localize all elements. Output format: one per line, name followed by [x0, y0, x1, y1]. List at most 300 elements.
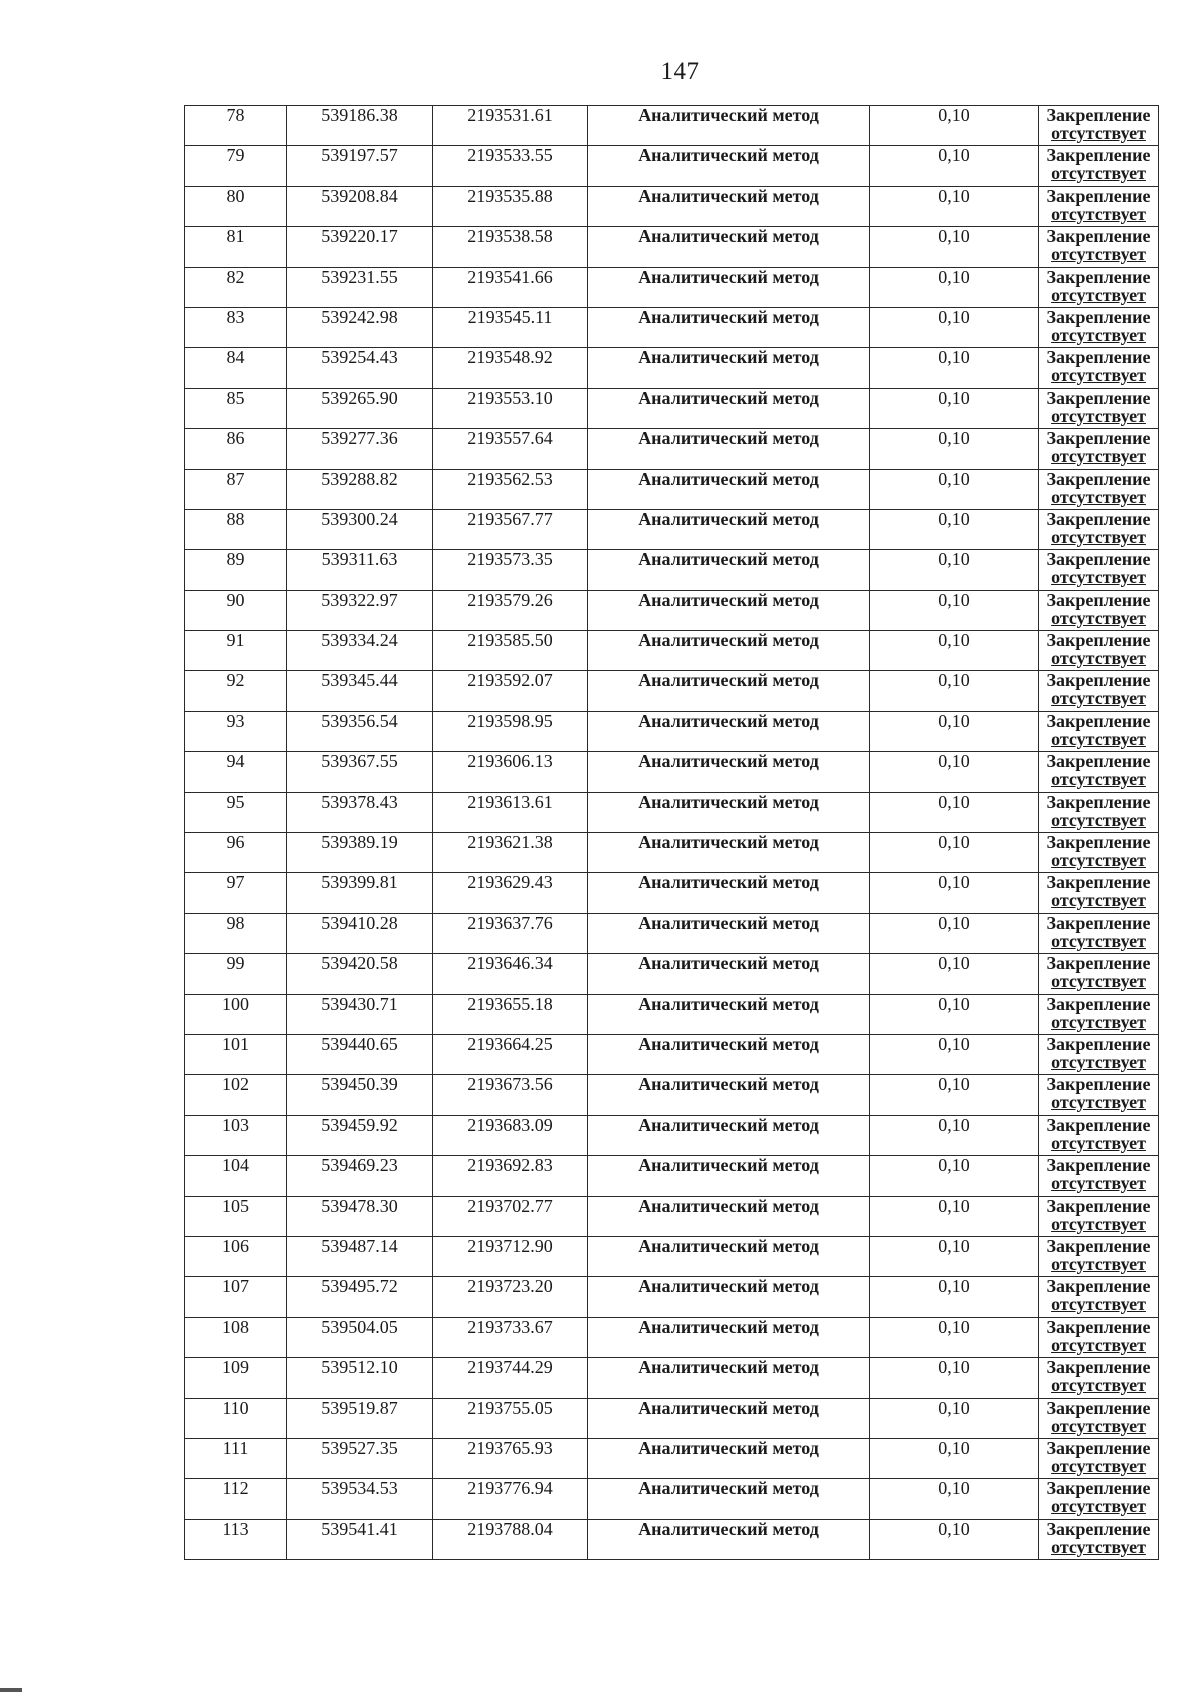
fixation-cell	[1039, 1398, 1159, 1438]
fixation-line-1: Закрепление	[1046, 1074, 1151, 1095]
accuracy-cell: 0,10	[870, 348, 1039, 388]
table-row	[185, 954, 1159, 994]
x-coordinate-cell: 539519.87	[287, 1398, 433, 1438]
method-cell: Аналитический метод	[588, 1519, 870, 1559]
fixation-cell	[1039, 307, 1159, 347]
fixation-line-2: отсутствует	[1051, 1536, 1146, 1557]
table-row	[185, 186, 1159, 226]
table-row	[185, 1479, 1159, 1519]
y-coordinate-cell: 2193598.95	[433, 711, 588, 751]
fixation-line-2: отсутствует	[1051, 324, 1146, 345]
point-number-cell: 112	[185, 1479, 287, 1519]
fixation-line-2: отсутствует	[1051, 607, 1146, 628]
fixation-line-2: отсутствует	[1051, 930, 1146, 951]
x-coordinate-cell: 539459.92	[287, 1115, 433, 1155]
accuracy-cell: 0,10	[870, 429, 1039, 469]
table-row	[185, 1519, 1159, 1559]
table-row	[185, 752, 1159, 792]
fixation-cell	[1039, 509, 1159, 549]
table-row	[185, 1438, 1159, 1478]
accuracy-cell: 0,10	[870, 469, 1039, 509]
fixation-cell	[1039, 994, 1159, 1034]
accuracy-cell: 0,10	[870, 388, 1039, 428]
x-coordinate-cell: 539356.54	[287, 711, 433, 751]
point-number-cell: 105	[185, 1196, 287, 1236]
fixation-line-2: отсутствует	[1051, 203, 1146, 224]
y-coordinate-cell: 2193673.56	[433, 1075, 588, 1115]
method-cell: Аналитический метод	[588, 913, 870, 953]
fixation-line-1: Закрепление	[1046, 226, 1151, 247]
table-row	[185, 307, 1159, 347]
method-cell: Аналитический метод	[588, 590, 870, 630]
x-coordinate-cell: 539311.63	[287, 550, 433, 590]
table-row	[185, 1156, 1159, 1196]
y-coordinate-cell: 2193548.92	[433, 348, 588, 388]
point-number-cell: 95	[185, 792, 287, 832]
table-row	[185, 913, 1159, 953]
x-coordinate-cell: 539527.35	[287, 1438, 433, 1478]
point-number-cell: 107	[185, 1277, 287, 1317]
x-coordinate-cell: 539254.43	[287, 348, 433, 388]
fixation-line-1: Закрепление	[1046, 791, 1151, 812]
x-coordinate-cell: 539478.30	[287, 1196, 433, 1236]
x-coordinate-cell: 539231.55	[287, 267, 433, 307]
fixation-line-1: Закрепление	[1046, 872, 1151, 893]
fixation-line-2: отсутствует	[1051, 1455, 1146, 1476]
point-number-cell: 96	[185, 833, 287, 873]
fixation-cell	[1039, 711, 1159, 751]
x-coordinate-cell: 539541.41	[287, 1519, 433, 1559]
method-cell: Аналитический метод	[588, 752, 870, 792]
fixation-line-1: Закрепление	[1046, 751, 1151, 772]
fixation-line-2: отсутствует	[1051, 809, 1146, 830]
accuracy-cell: 0,10	[870, 1398, 1039, 1438]
page-number: 147	[660, 58, 700, 85]
fixation-cell	[1039, 1479, 1159, 1519]
y-coordinate-cell: 2193545.11	[433, 307, 588, 347]
fixation-line-1: Закрепление	[1046, 1195, 1151, 1216]
method-cell: Аналитический метод	[588, 1196, 870, 1236]
x-coordinate-cell: 539186.38	[287, 106, 433, 146]
x-coordinate-cell: 539288.82	[287, 469, 433, 509]
fixation-cell	[1039, 590, 1159, 630]
y-coordinate-cell: 2193557.64	[433, 429, 588, 469]
fixation-line-2: отсутствует	[1051, 1375, 1146, 1396]
table-row	[185, 1115, 1159, 1155]
fixation-cell	[1039, 186, 1159, 226]
fixation-cell	[1039, 1236, 1159, 1276]
x-coordinate-cell: 539389.19	[287, 833, 433, 873]
accuracy-cell: 0,10	[870, 873, 1039, 913]
method-cell: Аналитический метод	[588, 1317, 870, 1357]
accuracy-cell: 0,10	[870, 227, 1039, 267]
x-coordinate-cell: 539367.55	[287, 752, 433, 792]
fixation-line-2: отсутствует	[1051, 728, 1146, 749]
point-number-cell: 80	[185, 186, 287, 226]
y-coordinate-cell: 2193533.55	[433, 146, 588, 186]
point-number-cell: 106	[185, 1236, 287, 1276]
accuracy-cell: 0,10	[870, 267, 1039, 307]
accuracy-cell: 0,10	[870, 550, 1039, 590]
accuracy-cell: 0,10	[870, 1075, 1039, 1115]
x-coordinate-cell: 539378.43	[287, 792, 433, 832]
table-row	[185, 1196, 1159, 1236]
accuracy-cell: 0,10	[870, 1277, 1039, 1317]
x-coordinate-cell: 539208.84	[287, 186, 433, 226]
table-row	[185, 509, 1159, 549]
point-number-cell: 87	[185, 469, 287, 509]
y-coordinate-cell: 2193664.25	[433, 1034, 588, 1074]
fixation-line-1: Закрепление	[1046, 145, 1151, 166]
fixation-line-2: отсутствует	[1051, 1334, 1146, 1355]
method-cell: Аналитический метод	[588, 227, 870, 267]
table-row	[185, 348, 1159, 388]
fixation-cell	[1039, 631, 1159, 671]
coordinates-table	[184, 105, 1159, 1560]
point-number-cell: 103	[185, 1115, 287, 1155]
y-coordinate-cell: 2193776.94	[433, 1479, 588, 1519]
fixation-cell	[1039, 1034, 1159, 1074]
accuracy-cell: 0,10	[870, 186, 1039, 226]
fixation-line-2: отсутствует	[1051, 446, 1146, 467]
accuracy-cell: 0,10	[870, 954, 1039, 994]
table-row	[185, 550, 1159, 590]
fixation-line-1: Закрепление	[1046, 1114, 1151, 1135]
fixation-line-2: отсутствует	[1051, 971, 1146, 992]
fixation-cell	[1039, 1196, 1159, 1236]
fixation-line-1: Закрепление	[1046, 508, 1151, 529]
fixation-line-1: Закрепление	[1046, 953, 1151, 974]
x-coordinate-cell: 539277.36	[287, 429, 433, 469]
method-cell: Аналитический метод	[588, 1438, 870, 1478]
point-number-cell: 83	[185, 307, 287, 347]
fixation-line-2: отсутствует	[1051, 1011, 1146, 1032]
x-coordinate-cell: 539450.39	[287, 1075, 433, 1115]
y-coordinate-cell: 2193541.66	[433, 267, 588, 307]
accuracy-cell: 0,10	[870, 590, 1039, 630]
fixation-cell	[1039, 1519, 1159, 1559]
fixation-line-1: Закрепление	[1046, 1397, 1151, 1418]
fixation-line-1: Закрепление	[1046, 993, 1151, 1014]
point-number-cell: 88	[185, 509, 287, 549]
y-coordinate-cell: 2193613.61	[433, 792, 588, 832]
fixation-line-1: Закрепление	[1046, 1478, 1151, 1499]
table-row	[185, 711, 1159, 751]
accuracy-cell: 0,10	[870, 671, 1039, 711]
table-row	[185, 429, 1159, 469]
fixation-cell	[1039, 1317, 1159, 1357]
fixation-cell	[1039, 1115, 1159, 1155]
fixation-line-2: отсутствует	[1051, 405, 1146, 426]
y-coordinate-cell: 2193646.34	[433, 954, 588, 994]
fixation-line-2: отсутствует	[1051, 123, 1146, 143]
method-cell: Аналитический метод	[588, 429, 870, 469]
method-cell: Аналитический метод	[588, 348, 870, 388]
x-coordinate-cell: 539265.90	[287, 388, 433, 428]
method-cell: Аналитический метод	[588, 873, 870, 913]
fixation-cell	[1039, 146, 1159, 186]
fixation-cell	[1039, 752, 1159, 792]
accuracy-cell: 0,10	[870, 146, 1039, 186]
fixation-cell	[1039, 1075, 1159, 1115]
fixation-line-1: Закрепление	[1046, 630, 1151, 651]
fixation-cell	[1039, 954, 1159, 994]
point-number-cell: 109	[185, 1358, 287, 1398]
method-cell: Аналитический метод	[588, 550, 870, 590]
x-coordinate-cell: 539512.10	[287, 1358, 433, 1398]
point-number-cell: 82	[185, 267, 287, 307]
y-coordinate-cell: 2193531.61	[433, 106, 588, 146]
fixation-line-2: отсутствует	[1051, 1213, 1146, 1234]
fixation-line-2: отсутствует	[1051, 1294, 1146, 1315]
fixation-cell	[1039, 833, 1159, 873]
y-coordinate-cell: 2193702.77	[433, 1196, 588, 1236]
y-coordinate-cell: 2193788.04	[433, 1519, 588, 1559]
table-row	[185, 267, 1159, 307]
point-number-cell: 110	[185, 1398, 287, 1438]
table-row	[185, 1317, 1159, 1357]
fixation-line-2: отсутствует	[1051, 163, 1146, 184]
accuracy-cell: 0,10	[870, 1479, 1039, 1519]
x-coordinate-cell: 539534.53	[287, 1479, 433, 1519]
method-cell: Аналитический метод	[588, 1479, 870, 1519]
fixation-cell	[1039, 792, 1159, 832]
fixation-cell	[1039, 388, 1159, 428]
point-number-cell: 92	[185, 671, 287, 711]
y-coordinate-cell: 2193573.35	[433, 550, 588, 590]
fixation-line-1: Закрепление	[1046, 266, 1151, 287]
fixation-cell	[1039, 550, 1159, 590]
x-coordinate-cell: 539504.05	[287, 1317, 433, 1357]
point-number-cell: 99	[185, 954, 287, 994]
method-cell: Аналитический метод	[588, 1358, 870, 1398]
coordinates-table-body	[185, 106, 1159, 1560]
accuracy-cell: 0,10	[870, 1438, 1039, 1478]
fixation-line-1: Закрепление	[1046, 912, 1151, 933]
table-row	[185, 1034, 1159, 1074]
point-number-cell: 104	[185, 1156, 287, 1196]
fixation-line-2: отсутствует	[1051, 1092, 1146, 1113]
fixation-line-1: Закрепление	[1046, 832, 1151, 853]
fixation-line-1: Закрепление	[1046, 549, 1151, 570]
x-coordinate-cell: 539495.72	[287, 1277, 433, 1317]
fixation-line-1: Закрепление	[1046, 1235, 1151, 1256]
point-number-cell: 94	[185, 752, 287, 792]
method-cell: Аналитический метод	[588, 1075, 870, 1115]
point-number-cell: 85	[185, 388, 287, 428]
point-number-cell: 111	[185, 1438, 287, 1478]
x-coordinate-cell: 539430.71	[287, 994, 433, 1034]
y-coordinate-cell: 2193535.88	[433, 186, 588, 226]
point-number-cell: 86	[185, 429, 287, 469]
fixation-line-1: Закрепление	[1046, 1518, 1151, 1539]
fixation-line-1: Закрепление	[1046, 1276, 1151, 1297]
point-number-cell: 102	[185, 1075, 287, 1115]
point-number-cell: 113	[185, 1519, 287, 1559]
accuracy-cell: 0,10	[870, 1034, 1039, 1074]
accuracy-cell: 0,10	[870, 1519, 1039, 1559]
y-coordinate-cell: 2193723.20	[433, 1277, 588, 1317]
method-cell: Аналитический метод	[588, 954, 870, 994]
fixation-cell	[1039, 429, 1159, 469]
fixation-cell	[1039, 469, 1159, 509]
method-cell: Аналитический метод	[588, 1156, 870, 1196]
fixation-line-2: отсутствует	[1051, 769, 1146, 790]
fixation-line-1: Закрепление	[1046, 306, 1151, 327]
method-cell: Аналитический метод	[588, 792, 870, 832]
accuracy-cell: 0,10	[870, 994, 1039, 1034]
y-coordinate-cell: 2193606.13	[433, 752, 588, 792]
fixation-line-1: Закрепление	[1046, 1155, 1151, 1176]
table-row	[185, 1358, 1159, 1398]
fixation-line-2: отсутствует	[1051, 284, 1146, 305]
method-cell: Аналитический метод	[588, 307, 870, 347]
fixation-line-1: Закрепление	[1046, 105, 1151, 125]
y-coordinate-cell: 2193733.67	[433, 1317, 588, 1357]
fixation-line-2: отсутствует	[1051, 365, 1146, 386]
fixation-line-2: отсутствует	[1051, 526, 1146, 547]
point-number-cell: 93	[185, 711, 287, 751]
y-coordinate-cell: 2193744.29	[433, 1358, 588, 1398]
fixation-line-1: Закрепление	[1046, 1316, 1151, 1337]
fixation-line-2: отсутствует	[1051, 1496, 1146, 1517]
y-coordinate-cell: 2193637.76	[433, 913, 588, 953]
accuracy-cell: 0,10	[870, 509, 1039, 549]
x-coordinate-cell: 539440.65	[287, 1034, 433, 1074]
y-coordinate-cell: 2193765.93	[433, 1438, 588, 1478]
method-cell: Аналитический метод	[588, 106, 870, 146]
x-coordinate-cell: 539242.98	[287, 307, 433, 347]
fixation-cell	[1039, 227, 1159, 267]
fixation-line-2: отсутствует	[1051, 648, 1146, 669]
fixation-line-2: отсутствует	[1051, 244, 1146, 265]
method-cell: Аналитический метод	[588, 711, 870, 751]
method-cell: Аналитический метод	[588, 833, 870, 873]
accuracy-cell: 0,10	[870, 307, 1039, 347]
fixation-line-2: отсутствует	[1051, 850, 1146, 871]
point-number-cell: 101	[185, 1034, 287, 1074]
table-row	[185, 469, 1159, 509]
y-coordinate-cell: 2193683.09	[433, 1115, 588, 1155]
table-row	[185, 792, 1159, 832]
fixation-line-2: отсутствует	[1051, 486, 1146, 507]
accuracy-cell: 0,10	[870, 1196, 1039, 1236]
y-coordinate-cell: 2193553.10	[433, 388, 588, 428]
fixation-cell	[1039, 348, 1159, 388]
table-row	[185, 590, 1159, 630]
point-number-cell: 91	[185, 631, 287, 671]
x-coordinate-cell: 539487.14	[287, 1236, 433, 1276]
table-row	[185, 671, 1159, 711]
table-row	[185, 1075, 1159, 1115]
point-number-cell: 79	[185, 146, 287, 186]
method-cell: Аналитический метод	[588, 146, 870, 186]
fixation-cell	[1039, 1156, 1159, 1196]
method-cell: Аналитический метод	[588, 1277, 870, 1317]
method-cell: Аналитический метод	[588, 1034, 870, 1074]
y-coordinate-cell: 2193755.05	[433, 1398, 588, 1438]
fixation-cell	[1039, 1358, 1159, 1398]
accuracy-cell: 0,10	[870, 913, 1039, 953]
y-coordinate-cell: 2193579.26	[433, 590, 588, 630]
fixation-line-2: отсутствует	[1051, 1173, 1146, 1194]
table-row	[185, 227, 1159, 267]
point-number-cell: 81	[185, 227, 287, 267]
point-number-cell: 78	[185, 106, 287, 146]
x-coordinate-cell: 539220.17	[287, 227, 433, 267]
accuracy-cell: 0,10	[870, 1317, 1039, 1357]
fixation-line-2: отсутствует	[1051, 890, 1146, 911]
method-cell: Аналитический метод	[588, 1236, 870, 1276]
method-cell: Аналитический метод	[588, 631, 870, 671]
accuracy-cell: 0,10	[870, 833, 1039, 873]
y-coordinate-cell: 2193592.07	[433, 671, 588, 711]
method-cell: Аналитический метод	[588, 267, 870, 307]
fixation-line-1: Закрепление	[1046, 428, 1151, 449]
accuracy-cell: 0,10	[870, 106, 1039, 146]
table-row	[185, 106, 1159, 146]
table-row	[185, 873, 1159, 913]
y-coordinate-cell: 2193655.18	[433, 994, 588, 1034]
fixation-line-2: отсутствует	[1051, 1051, 1146, 1072]
fixation-line-2: отсутствует	[1051, 567, 1146, 588]
accuracy-cell: 0,10	[870, 1115, 1039, 1155]
method-cell: Аналитический метод	[588, 186, 870, 226]
method-cell: Аналитический метод	[588, 994, 870, 1034]
fixation-line-1: Закрепление	[1046, 710, 1151, 731]
method-cell: Аналитический метод	[588, 469, 870, 509]
fixation-line-1: Закрепление	[1046, 1033, 1151, 1054]
y-coordinate-cell: 2193538.58	[433, 227, 588, 267]
accuracy-cell: 0,10	[870, 792, 1039, 832]
fixation-cell	[1039, 913, 1159, 953]
fixation-line-2: отсутствует	[1051, 1253, 1146, 1274]
point-number-cell: 90	[185, 590, 287, 630]
y-coordinate-cell: 2193712.90	[433, 1236, 588, 1276]
x-coordinate-cell: 539410.28	[287, 913, 433, 953]
accuracy-cell: 0,10	[870, 631, 1039, 671]
accuracy-cell: 0,10	[870, 752, 1039, 792]
table-row	[185, 1236, 1159, 1276]
table-row	[185, 833, 1159, 873]
y-coordinate-cell: 2193562.53	[433, 469, 588, 509]
x-coordinate-cell: 539420.58	[287, 954, 433, 994]
table-row	[185, 631, 1159, 671]
point-number-cell: 89	[185, 550, 287, 590]
point-number-cell: 98	[185, 913, 287, 953]
fixation-cell	[1039, 671, 1159, 711]
accuracy-cell: 0,10	[870, 711, 1039, 751]
x-coordinate-cell: 539399.81	[287, 873, 433, 913]
accuracy-cell: 0,10	[870, 1358, 1039, 1398]
fixation-line-1: Закрепление	[1046, 1357, 1151, 1378]
point-number-cell: 100	[185, 994, 287, 1034]
y-coordinate-cell: 2193585.50	[433, 631, 588, 671]
table-row	[185, 1398, 1159, 1438]
fixation-cell	[1039, 1438, 1159, 1478]
y-coordinate-cell: 2193692.83	[433, 1156, 588, 1196]
method-cell: Аналитический метод	[588, 509, 870, 549]
table-row	[185, 146, 1159, 186]
fixation-line-2: отсутствует	[1051, 688, 1146, 709]
fixation-cell	[1039, 267, 1159, 307]
point-number-cell: 97	[185, 873, 287, 913]
x-coordinate-cell: 539197.57	[287, 146, 433, 186]
accuracy-cell: 0,10	[870, 1156, 1039, 1196]
point-number-cell: 84	[185, 348, 287, 388]
fixation-cell	[1039, 873, 1159, 913]
x-coordinate-cell: 539322.97	[287, 590, 433, 630]
